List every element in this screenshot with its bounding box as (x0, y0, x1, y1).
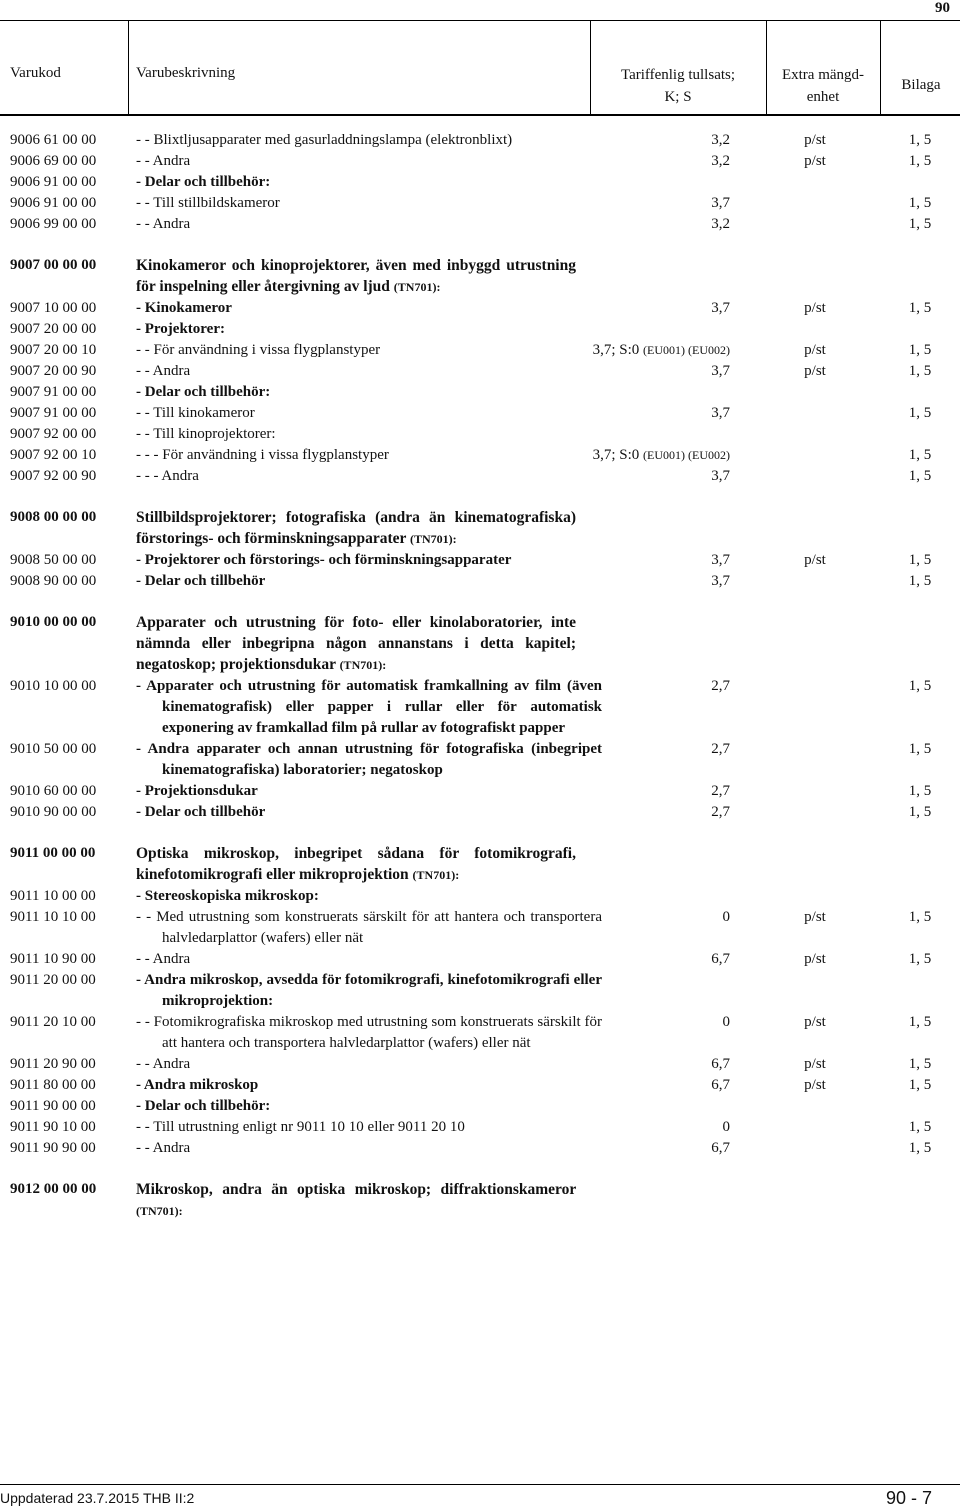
table-row (0, 802, 960, 823)
commodity-code: 9006 69 00 00 (10, 153, 97, 169)
annex: 1, 5 (908, 363, 932, 379)
extra-unit: p/st (804, 363, 826, 379)
description-text: - - - För användning i vissa flygplanstyper (136, 447, 389, 463)
annex: 1, 5 (908, 552, 932, 568)
annex: 1, 5 (908, 951, 932, 967)
commodity-code: 9011 10 00 00 (10, 888, 96, 904)
description-text: - Delar och tillbehör: (136, 1098, 271, 1114)
duty-rate-value: 0 (722, 1119, 730, 1135)
table-row (0, 340, 960, 361)
duty-rate-value: 3,7; S:0 (592, 342, 640, 358)
tariff-table-body (0, 130, 960, 1222)
description-text: - - Till kinokameror (136, 405, 255, 421)
duty-rate-value: 6,7 (711, 1077, 730, 1093)
commodity-code: 9011 90 90 00 (10, 1140, 96, 1156)
annex: 1, 5 (908, 153, 932, 169)
description-text: - Andra apparater och annan utrustning för fotografiska (inbegripet kinematografiska) laboratorier; negatoskop (136, 741, 602, 778)
extra-unit: p/st (804, 552, 826, 568)
goods-description (136, 907, 602, 949)
commodity-code: 9011 20 90 00 (10, 1056, 96, 1072)
table-row (0, 193, 960, 214)
commodity-code: 9006 61 00 00 (10, 132, 97, 148)
table-row (0, 1179, 960, 1222)
description-text: - Projektionsdukar (136, 783, 258, 799)
header-code: Varukod (10, 65, 61, 81)
duty-rate (560, 907, 730, 928)
extra-unit: p/st (804, 342, 826, 358)
table-row (0, 1012, 960, 1054)
commodity-code: 9006 91 00 00 (10, 174, 97, 190)
commodity-code: 9006 99 00 00 (10, 216, 97, 232)
description-text: - - Andra (136, 951, 191, 967)
description-text: - Kinokameror (136, 300, 232, 316)
duty-rate (560, 550, 730, 571)
description-text: - - Till stillbildskameror (136, 195, 280, 211)
table-row (0, 507, 960, 550)
extra-unit: p/st (804, 1056, 826, 1072)
description-text: - - Fotomikrografiska mikroskop med utrustning som konstruerats särskilt för att hantera och transportera halvledarplattor (wafers) eller nät (136, 1014, 602, 1051)
table-row (0, 781, 960, 802)
table-row (0, 151, 960, 172)
goods-description (136, 802, 602, 823)
description-text: - Stereoskopiska mikroskop: (136, 888, 319, 904)
duty-rate (560, 361, 730, 382)
annex: 1, 5 (908, 1077, 932, 1093)
table-row (0, 1075, 960, 1096)
duty-rate (560, 1138, 730, 1159)
duty-rate-value: 6,7 (711, 951, 730, 967)
duty-rate-note: (EU001) (EU002) (643, 448, 730, 462)
commodity-code: 9011 10 90 00 (10, 951, 96, 967)
table-row (0, 382, 960, 403)
annex: 1, 5 (908, 1119, 932, 1135)
table-row (0, 424, 960, 445)
column-divider (590, 20, 591, 115)
table-row (0, 1054, 960, 1075)
duty-rate (560, 1117, 730, 1138)
table-row (0, 907, 960, 949)
commodity-code: 9007 20 00 00 (10, 321, 97, 337)
goods-description (136, 886, 602, 907)
goods-description (136, 172, 602, 193)
goods-description (136, 319, 602, 340)
description-text: - Delar och tillbehör (136, 573, 266, 589)
description-text: - Andra mikroskop (136, 1077, 259, 1093)
annex: 1, 5 (908, 216, 932, 232)
goods-description (136, 949, 602, 970)
annex: 1, 5 (908, 1140, 932, 1156)
table-row (0, 403, 960, 424)
extra-unit: p/st (804, 132, 826, 148)
duty-rate-value: 2,7 (711, 804, 730, 820)
annex: 1, 5 (908, 1056, 932, 1072)
description-text: - Delar och tillbehör (136, 804, 266, 820)
table-row (0, 1096, 960, 1117)
duty-rate (560, 445, 730, 466)
commodity-code: 9010 10 00 00 (10, 678, 97, 694)
commodity-code: 9010 50 00 00 (10, 741, 97, 757)
duty-rate-value: 3,7 (711, 195, 730, 211)
duty-rate-value: 3,7 (711, 468, 730, 484)
extra-unit: p/st (804, 1077, 826, 1093)
commodity-code: 9010 90 00 00 (10, 804, 97, 820)
commodity-code: 9007 92 00 10 (10, 447, 97, 463)
annex: 1, 5 (908, 573, 932, 589)
table-row (0, 676, 960, 739)
goods-description (136, 1096, 602, 1117)
goods-description (136, 340, 602, 361)
duty-rate-value: 2,7 (711, 678, 730, 694)
duty-rate (560, 949, 730, 970)
annex: 1, 5 (908, 132, 932, 148)
description-text: - - Med utrustning som konstruerats särskilt för att hantera och transportera halvledarplattor (wafers) eller nät (136, 909, 602, 946)
annex: 1, 5 (908, 909, 932, 925)
commodity-code: 9011 00 00 00 (10, 845, 96, 861)
table-row (0, 571, 960, 592)
description-text: - Delar och tillbehör: (136, 174, 271, 190)
commodity-code: 9007 10 00 00 (10, 300, 97, 316)
duty-rate (560, 571, 730, 592)
table-row (0, 1138, 960, 1159)
duty-rate-value: 3,2 (711, 132, 730, 148)
goods-description (136, 1117, 602, 1138)
commodity-code: 9012 00 00 00 (10, 1181, 97, 1197)
goods-description (136, 424, 602, 445)
duty-rate (560, 1075, 730, 1096)
duty-rate (560, 466, 730, 487)
header-rule (0, 114, 960, 116)
annex: 1, 5 (908, 741, 932, 757)
extra-unit: p/st (804, 909, 826, 925)
duty-rate (560, 130, 730, 151)
goods-description (136, 361, 602, 382)
annex: 1, 5 (908, 405, 932, 421)
goods-description (136, 193, 602, 214)
table-row (0, 1117, 960, 1138)
goods-description (136, 445, 602, 466)
extra-unit: p/st (804, 153, 826, 169)
goods-description (136, 612, 576, 676)
top-rule (0, 20, 960, 21)
duty-rate-value: 2,7 (711, 741, 730, 757)
description-text: - - Andra (136, 1056, 191, 1072)
goods-description (136, 255, 576, 298)
duty-rate-value: 0 (722, 909, 730, 925)
duty-rate-value: 2,7 (711, 783, 730, 799)
tariff-note: (TN701): (136, 1204, 183, 1218)
table-row (0, 550, 960, 571)
annex: 1, 5 (908, 300, 932, 316)
duty-rate (560, 193, 730, 214)
column-divider (128, 20, 129, 115)
commodity-code: 9007 91 00 00 (10, 384, 97, 400)
table-row (0, 466, 960, 487)
goods-description (136, 1179, 576, 1222)
duty-rate-value: 6,7 (711, 1056, 730, 1072)
description-text: - - Andra (136, 153, 191, 169)
page-number: 90 (935, 0, 950, 16)
annex: 1, 5 (908, 804, 932, 820)
goods-description (136, 151, 602, 172)
annex: 1, 5 (908, 342, 932, 358)
tariff-note: (TN701): (409, 532, 457, 546)
duty-rate (560, 403, 730, 424)
extra-unit: p/st (804, 300, 826, 316)
description-text: - Andra mikroskop, avsedda för fotomikrografi, kinefotomikrografi eller mikroprojektion: (136, 972, 602, 1009)
description-text: - - För användning i vissa flygplanstyper (136, 342, 381, 358)
duty-rate (560, 151, 730, 172)
annex: 1, 5 (908, 1014, 932, 1030)
table-row (0, 298, 960, 319)
goods-description (136, 382, 602, 403)
goods-description (136, 298, 602, 319)
description-text: - - Till utrustning enligt nr 9011 10 10 eller 9011 20 10 (136, 1119, 465, 1135)
annex: 1, 5 (908, 447, 932, 463)
header-description: Varubeskrivning (136, 65, 236, 81)
description-text: Kinokameror och kinoprojektorer, även med inbyggd utrustning för inspelning eller återgivning av ljud (136, 257, 576, 295)
duty-rate-value: 6,7 (711, 1140, 730, 1156)
footer-rule (0, 1484, 960, 1485)
footer-updated: Uppdaterad 23.7.2015 THB II:2 (0, 1490, 195, 1506)
commodity-code: 9008 00 00 00 (10, 509, 97, 525)
table-row (0, 970, 960, 1012)
commodity-code: 9011 10 10 00 (10, 909, 96, 925)
table-row (0, 214, 960, 235)
description-text: - - Till kinoprojektorer: (136, 426, 276, 442)
description-text: Optiska mikroskop, inbegripet sådana för fotomikrografi, kinefotomikrografi eller mikroprojektion (136, 845, 576, 883)
goods-description (136, 466, 602, 487)
goods-description (136, 739, 602, 781)
description-text: - Projektorer och förstorings- och förminskningsapparater (136, 552, 512, 568)
duty-rate-value: 3,2 (711, 153, 730, 169)
annex: 1, 5 (908, 783, 932, 799)
annex: 1, 5 (908, 678, 932, 694)
table-row (0, 361, 960, 382)
annex: 1, 5 (908, 468, 932, 484)
description-text: - Delar och tillbehör: (136, 384, 271, 400)
goods-description (136, 1138, 602, 1159)
description-text: - - Blixtljusapparater med gasurladdningslampa (elektronblixt) (136, 132, 513, 148)
description-text: - - Andra (136, 216, 191, 232)
table-row (0, 445, 960, 466)
duty-rate-value: 3,7 (711, 300, 730, 316)
table-row (0, 319, 960, 340)
commodity-code: 9011 20 10 00 (10, 1014, 96, 1030)
duty-rate (560, 298, 730, 319)
table-row (0, 612, 960, 676)
goods-description (136, 781, 602, 802)
goods-description (136, 970, 602, 1012)
commodity-code: 9007 92 00 90 (10, 468, 97, 484)
table-row (0, 886, 960, 907)
commodity-code: 9007 00 00 00 (10, 257, 97, 273)
table-row (0, 255, 960, 298)
extra-unit: p/st (804, 1014, 826, 1030)
duty-rate (560, 214, 730, 235)
annex: 1, 5 (908, 195, 932, 211)
description-text: - - - Andra (136, 468, 199, 484)
commodity-code: 9010 00 00 00 (10, 614, 97, 630)
goods-description (136, 1012, 602, 1054)
duty-rate-value: 3,7 (711, 405, 730, 421)
duty-rate-value: 3,7 (711, 573, 730, 589)
commodity-code: 9010 60 00 00 (10, 783, 97, 799)
column-divider (766, 20, 767, 115)
table-row (0, 130, 960, 151)
header-tariff: Tariffenlig tullsats; K; S (620, 67, 736, 105)
duty-rate-value: 0 (722, 1014, 730, 1030)
goods-description (136, 507, 576, 550)
goods-description (136, 403, 602, 424)
table-row (0, 949, 960, 970)
table-row (0, 843, 960, 886)
duty-rate-note: (EU001) (EU002) (643, 343, 730, 357)
goods-description (136, 214, 602, 235)
header-annex: Bilaga (901, 77, 941, 93)
duty-rate (560, 739, 730, 760)
goods-description (136, 676, 602, 739)
commodity-code: 9007 20 00 10 (10, 342, 97, 358)
goods-description (136, 550, 602, 571)
description-text: - Apparater och utrustning för automatisk framkallning av film (även kinematografisk) eller papper i rullar eller för automatisk exponering av framkallad film på rullar av fotografiskt papper (136, 678, 602, 736)
footer-page: 90 - 7 (885, 1488, 932, 1508)
description-text: - Projektorer: (136, 321, 225, 337)
commodity-code: 9011 80 00 00 (10, 1077, 96, 1093)
commodity-code: 9011 90 00 00 (10, 1098, 96, 1114)
duty-rate-value: 3,7 (711, 363, 730, 379)
tariff-note: (TN701): (393, 280, 441, 294)
header-extra-unit: Extra mängd- enhet (781, 67, 865, 105)
duty-rate (560, 340, 730, 361)
tariff-note: (TN701): (412, 868, 460, 882)
commodity-code: 9008 50 00 00 (10, 552, 97, 568)
commodity-code: 9008 90 00 00 (10, 573, 97, 589)
commodity-code: 9011 20 00 00 (10, 972, 96, 988)
commodity-code: 9007 91 00 00 (10, 405, 97, 421)
duty-rate (560, 1012, 730, 1033)
extra-unit: p/st (804, 951, 826, 967)
commodity-code: 9007 20 00 90 (10, 363, 97, 379)
description-text: Apparater och utrustning för foto- eller kinolaboratorier, inte nämnda eller inbegripna någon annanstans i detta kapitel; negatoskop; projektionsdukar (136, 614, 576, 673)
duty-rate (560, 802, 730, 823)
commodity-code: 9006 91 00 00 (10, 195, 97, 211)
tariff-note: (TN701): (339, 658, 387, 672)
table-row (0, 172, 960, 193)
duty-rate (560, 1054, 730, 1075)
commodity-code: 9007 92 00 00 (10, 426, 97, 442)
description-text: Stillbildsprojektorer; fotografiska (andra än kinematografiska) förstorings- och förminskningsapparater (136, 509, 576, 547)
goods-description (136, 843, 576, 886)
commodity-code: 9011 90 10 00 (10, 1119, 96, 1135)
column-divider (880, 20, 881, 115)
goods-description (136, 130, 602, 151)
duty-rate-value: 3,2 (711, 216, 730, 232)
duty-rate-value: 3,7 (711, 552, 730, 568)
duty-rate-value: 3,7; S:0 (592, 447, 640, 463)
description-text: - - Andra (136, 363, 191, 379)
description-text: - - Andra (136, 1140, 191, 1156)
goods-description (136, 1075, 602, 1096)
goods-description (136, 571, 602, 592)
duty-rate (560, 676, 730, 697)
goods-description (136, 1054, 602, 1075)
duty-rate (560, 781, 730, 802)
description-text: Mikroskop, andra än optiska mikroskop; diffraktionskameror (136, 1181, 576, 1198)
table-row (0, 739, 960, 781)
